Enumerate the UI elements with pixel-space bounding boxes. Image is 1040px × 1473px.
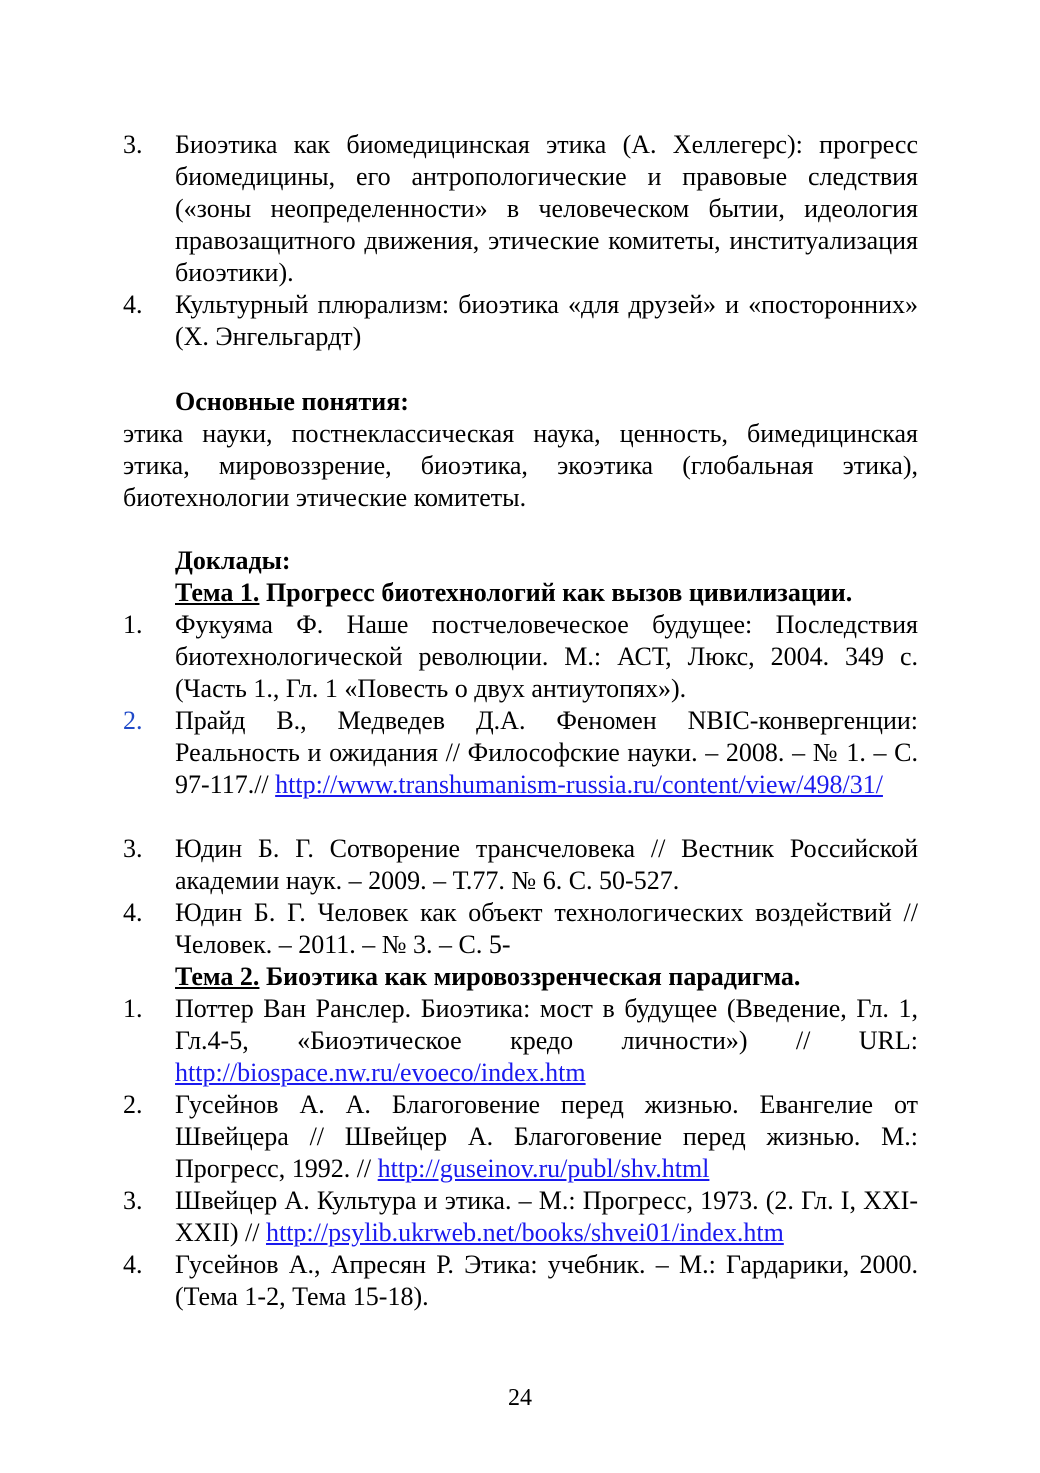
reference-link[interactable]: http://guseinov.ru/publ/shv.html: [377, 1154, 710, 1183]
list-item: [123, 1185, 918, 1249]
reference-text: Прайд В., Медведев Д.А. Феномен NBIC-конвергенции: Реальность и ожидания // Философские науки. – 2008. – № 1. – С. 97-117.//: [175, 706, 918, 799]
topic-2-text: Биоэтика как мировоззренческая парадигма.: [259, 962, 801, 991]
list-item: [123, 609, 918, 705]
list-text: Культурный плюрализм: биоэтика «для друзей» и «посторонних» (Х. Энгельгардт): [175, 290, 918, 351]
list-number: 2.: [123, 1090, 143, 1119]
list-text: [175, 993, 918, 1089]
list-text: Биоэтика как биомедицинская этика (А. Хеллегерс): прогресс биомедицины, его антропологические и правовые следствия («зоны неопределенности» в человеческом бытии, идеология правозащитного движения, этические комитеты, институализация биоэтики).: [175, 130, 918, 287]
reports-heading: Доклады:: [175, 546, 291, 575]
list-text: [175, 1089, 918, 1185]
reference-link[interactable]: http://www.transhumanism-russia.ru/content/view/498/31/: [275, 770, 883, 799]
list-text: Юдин Б. Г. Человек как объект технологических воздействий // Человек. – 2011. – № 3. – С. 5-: [175, 898, 918, 959]
list-number: 3.: [123, 834, 143, 863]
topic-1-label: Тема 1.: [175, 578, 260, 607]
concepts-heading: Основные понятия:: [175, 387, 409, 416]
list-item: [123, 289, 918, 353]
list-item: [123, 129, 918, 289]
list-text: Юдин Б. Г. Сотворение трансчеловека // Вестник Российской академии наук. – 2009. – Т.77. № 6. С. 50-527.: [175, 834, 918, 895]
page-number: 24: [508, 1385, 532, 1411]
topic-2-title: [175, 961, 800, 993]
list-number: 4.: [123, 290, 143, 319]
list-number: 3.: [123, 130, 143, 159]
reference-text: Поттер Ван Ранслер. Биоэтика: мост в будущее (Введение, Гл. 1, Гл.4-5, «Биоэтическое кредо личности») // URL:: [175, 994, 918, 1055]
list-item: [123, 1089, 918, 1185]
list-number: 1.: [123, 994, 143, 1023]
list-number: 4.: [123, 898, 143, 927]
list-text: Гусейнов А., Апресян Р. Этика: учебник. – М.: Гардарики, 2000. (Тема 1-2, Тема 15-18).: [175, 1250, 918, 1311]
list-number: 4.: [123, 1250, 143, 1279]
list-item: [123, 705, 918, 801]
reference-text: Гусейнов А. А. Благоговение перед жизнью. Евангелие от Швейцера // Швейцер А. Благоговение перед жизнью. М.: Прогресс, 1992. //: [175, 1090, 918, 1183]
reference-link[interactable]: http://psylib.ukrweb.net/books/shvei01/index.htm: [265, 1218, 784, 1247]
topic-2-label: Тема 2.: [175, 962, 260, 991]
topic-1-text: Прогресс биотехнологий как вызов цивилизации.: [259, 578, 853, 607]
list-item: [123, 993, 918, 1089]
list-number: 1.: [123, 610, 143, 639]
list-text: [175, 1185, 918, 1249]
reference-link[interactable]: http://biospace.nw.ru/evoeco/index.htm: [175, 1058, 586, 1087]
list-number: 2.: [123, 706, 143, 735]
list-number: 3.: [123, 1186, 143, 1215]
concepts-text: этика науки, постнеклассическая наука, ценность, бимедицинская этика, мировоззрение, биоэтика, экоэтика (глобальная этика), биотехнологии этические комитеты.: [123, 419, 918, 512]
list-item: [123, 833, 918, 897]
list-text: Фукуяма Ф. Наше постчеловеческое будущее: Последствия биотехнологической революции. М.: АСТ, Люкс, 2004. 349 с. (Часть 1., Гл. 1 «Повесть о двух антиутопях»).: [175, 610, 918, 703]
list-item: [123, 897, 918, 961]
topic-1-title: [175, 577, 852, 609]
reference-text: Швейцер А. Культура и этика. – М.: Прогресс, 1973. (2. Гл. I, XXI-XXII) //: [175, 1186, 918, 1247]
list-text: [175, 705, 918, 801]
list-item: [123, 1249, 918, 1313]
